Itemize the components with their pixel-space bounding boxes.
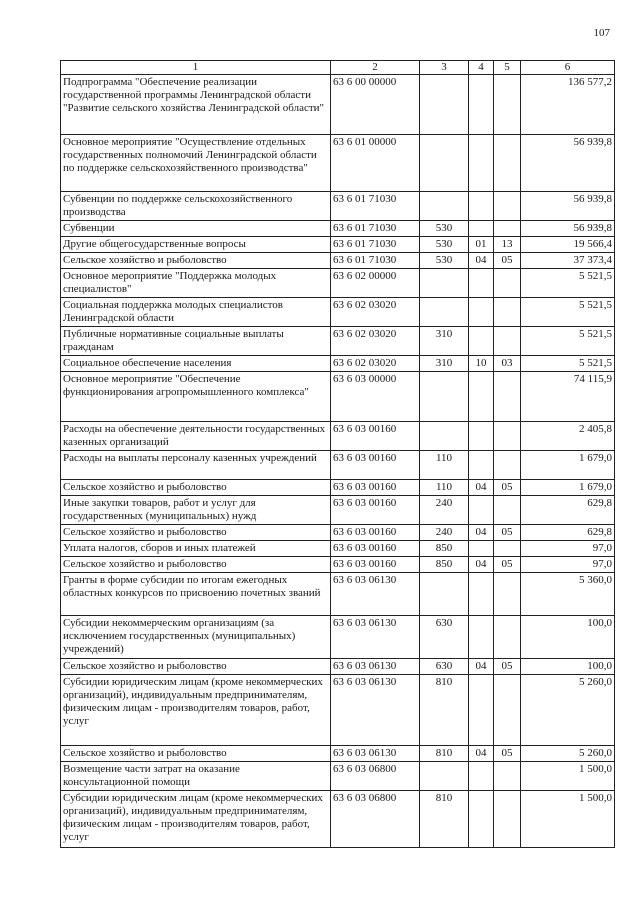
cell-expense-type: 110: [420, 480, 469, 496]
table-row: [61, 557, 615, 573]
cell-name: Расходы на обеспечение деятельности государственных казенных организаций: [61, 422, 331, 451]
cell-section: [469, 451, 494, 480]
cell-name: Подпрограмма "Обеспечение реализации государственной программы Ленинградской области "Развитие сельского хозяйства Ленинградской области": [61, 75, 331, 135]
cell-section: [469, 496, 494, 525]
cell-name: Субсидии некоммерческим организациям (за исключением государственных (муниципальных) учреждений): [61, 616, 331, 659]
cell-section: [469, 541, 494, 557]
cell-section: [469, 616, 494, 659]
cell-name: Субсидии юридическим лицам (кроме некоммерческих организаций), индивидуальным предпринимателям, физическим лицам - производителям товаров, работ, услуг: [61, 675, 331, 746]
table-row: [61, 791, 615, 848]
cell-expense-type: 240: [420, 525, 469, 541]
cell-section: [469, 422, 494, 451]
cell-name: Сельское хозяйство и рыболовство: [61, 253, 331, 269]
cell-subsection: [494, 451, 521, 480]
cell-section: [469, 75, 494, 135]
cell-amount: 19 566,4: [521, 237, 615, 253]
cell-target-code: 63 6 03 06800: [331, 762, 420, 791]
table-row: [61, 372, 615, 422]
budget-table: [60, 60, 615, 848]
cell-expense-type: 310: [420, 327, 469, 356]
cell-subsection: 05: [494, 659, 521, 675]
cell-amount: 5 521,5: [521, 356, 615, 372]
cell-target-code: 63 6 03 00160: [331, 525, 420, 541]
table-row: [61, 573, 615, 616]
cell-target-code: 63 6 01 00000: [331, 135, 420, 192]
cell-amount: 5 360,0: [521, 573, 615, 616]
table-row: [61, 746, 615, 762]
cell-amount: 1 679,0: [521, 480, 615, 496]
cell-subsection: [494, 541, 521, 557]
cell-expense-type: 810: [420, 746, 469, 762]
cell-expense-type: [420, 269, 469, 298]
cell-subsection: 13: [494, 237, 521, 253]
cell-name: Субвенции: [61, 221, 331, 237]
table-row: [61, 253, 615, 269]
cell-section: [469, 573, 494, 616]
cell-subsection: [494, 298, 521, 327]
cell-section: 10: [469, 356, 494, 372]
cell-amount: 5 260,0: [521, 675, 615, 746]
cell-amount: 1 500,0: [521, 791, 615, 848]
cell-subsection: [494, 269, 521, 298]
cell-amount: 97,0: [521, 557, 615, 573]
cell-name: Основное мероприятие "Осуществление отдельных государственных полномочий Ленинградской области по поддержке сельскохозяйственного производства": [61, 135, 331, 192]
table-header-row: [61, 61, 615, 75]
cell-target-code: 63 6 03 00160: [331, 557, 420, 573]
cell-subsection: [494, 573, 521, 616]
table-row: [61, 525, 615, 541]
cell-name: Публичные нормативные социальные выплаты гражданам: [61, 327, 331, 356]
table-row: [61, 451, 615, 480]
cell-name: Сельское хозяйство и рыболовство: [61, 525, 331, 541]
cell-section: [469, 135, 494, 192]
cell-name: Основное мероприятие "Поддержка молодых специалистов": [61, 269, 331, 298]
cell-name: Гранты в форме субсидии по итогам ежегодных областных конкурсов по присвоению почетных званий: [61, 573, 331, 616]
cell-name: Расходы на выплаты персоналу казенных учреждений: [61, 451, 331, 480]
page-number: 107: [593, 27, 610, 39]
cell-amount: 2 405,8: [521, 422, 615, 451]
table-row: [61, 659, 615, 675]
cell-section: 01: [469, 237, 494, 253]
cell-name: Сельское хозяйство и рыболовство: [61, 557, 331, 573]
cell-expense-type: [420, 192, 469, 221]
cell-name: Уплата налогов, сборов и иных платежей: [61, 541, 331, 557]
table-row: [61, 496, 615, 525]
cell-expense-type: [420, 372, 469, 422]
cell-amount: 1 500,0: [521, 762, 615, 791]
cell-target-code: 63 6 03 06130: [331, 573, 420, 616]
table-row: [61, 480, 615, 496]
cell-amount: 56 939,8: [521, 135, 615, 192]
cell-target-code: 63 6 01 71030: [331, 221, 420, 237]
cell-target-code: 63 6 03 06130: [331, 659, 420, 675]
cell-expense-type: [420, 573, 469, 616]
cell-target-code: 63 6 03 00160: [331, 480, 420, 496]
cell-target-code: 63 6 02 03020: [331, 356, 420, 372]
cell-subsection: [494, 372, 521, 422]
cell-expense-type: 810: [420, 675, 469, 746]
cell-subsection: 05: [494, 525, 521, 541]
cell-expense-type: 630: [420, 616, 469, 659]
cell-subsection: 05: [494, 557, 521, 573]
cell-name: Субвенции по поддержке сельскохозяйственного производства: [61, 192, 331, 221]
cell-target-code: 63 6 03 06800: [331, 791, 420, 848]
table-row: [61, 269, 615, 298]
table-row: [61, 762, 615, 791]
table-row: [61, 75, 615, 135]
cell-target-code: 63 6 03 00160: [331, 451, 420, 480]
cell-section: [469, 372, 494, 422]
cell-section: 04: [469, 557, 494, 573]
table-row: [61, 675, 615, 746]
cell-expense-type: 850: [420, 541, 469, 557]
cell-section: [469, 269, 494, 298]
cell-subsection: [494, 327, 521, 356]
cell-target-code: 63 6 03 00160: [331, 496, 420, 525]
cell-section: [469, 762, 494, 791]
table-row: [61, 221, 615, 237]
cell-target-code: 63 6 03 06130: [331, 746, 420, 762]
cell-name: Другие общегосударственные вопросы: [61, 237, 331, 253]
cell-expense-type: [420, 298, 469, 327]
cell-name: Основное мероприятие "Обеспечение функционирования агропромышленного комплекса": [61, 372, 331, 422]
cell-subsection: [494, 496, 521, 525]
cell-expense-type: [420, 75, 469, 135]
column-header: 3: [420, 61, 469, 75]
cell-section: [469, 298, 494, 327]
cell-amount: 629,8: [521, 525, 615, 541]
cell-amount: 100,0: [521, 659, 615, 675]
cell-subsection: [494, 616, 521, 659]
cell-subsection: 05: [494, 253, 521, 269]
cell-target-code: 63 6 03 06130: [331, 675, 420, 746]
cell-subsection: [494, 762, 521, 791]
cell-subsection: 05: [494, 480, 521, 496]
table-row: [61, 135, 615, 192]
cell-section: 04: [469, 525, 494, 541]
cell-subsection: [494, 791, 521, 848]
cell-section: 04: [469, 253, 494, 269]
cell-amount: 5 521,5: [521, 269, 615, 298]
cell-amount: 629,8: [521, 496, 615, 525]
cell-expense-type: 240: [420, 496, 469, 525]
cell-subsection: 05: [494, 746, 521, 762]
cell-section: [469, 791, 494, 848]
cell-amount: 5 521,5: [521, 327, 615, 356]
cell-target-code: 63 6 02 00000: [331, 269, 420, 298]
table-row: [61, 541, 615, 557]
cell-subsection: [494, 75, 521, 135]
cell-expense-type: 110: [420, 451, 469, 480]
cell-section: [469, 675, 494, 746]
cell-section: [469, 327, 494, 356]
cell-expense-type: 810: [420, 791, 469, 848]
cell-name: Социальное обеспечение населения: [61, 356, 331, 372]
column-header: 6: [521, 61, 615, 75]
cell-target-code: 63 6 02 03020: [331, 327, 420, 356]
cell-target-code: 63 6 00 00000: [331, 75, 420, 135]
cell-name: Сельское хозяйство и рыболовство: [61, 480, 331, 496]
cell-subsection: [494, 221, 521, 237]
cell-expense-type: 530: [420, 221, 469, 237]
cell-amount: 56 939,8: [521, 221, 615, 237]
column-header: 1: [61, 61, 331, 75]
cell-amount: 5 260,0: [521, 746, 615, 762]
cell-expense-type: [420, 422, 469, 451]
cell-subsection: 03: [494, 356, 521, 372]
table-row: [61, 616, 615, 659]
cell-target-code: 63 6 03 00160: [331, 541, 420, 557]
cell-target-code: 63 6 01 71030: [331, 253, 420, 269]
table-row: [61, 237, 615, 253]
cell-name: Социальная поддержка молодых специалистов Ленинградской области: [61, 298, 331, 327]
cell-expense-type: 530: [420, 253, 469, 269]
cell-subsection: [494, 135, 521, 192]
column-header: 4: [469, 61, 494, 75]
cell-section: 04: [469, 746, 494, 762]
cell-amount: 5 521,5: [521, 298, 615, 327]
cell-name: Субсидии юридическим лицам (кроме некоммерческих организаций), индивидуальным предпринимателям, физическим лицам - производителям товаров, работ, услуг: [61, 791, 331, 848]
cell-section: 04: [469, 480, 494, 496]
cell-amount: 37 373,4: [521, 253, 615, 269]
cell-expense-type: 310: [420, 356, 469, 372]
column-header: 2: [331, 61, 420, 75]
cell-expense-type: [420, 135, 469, 192]
cell-expense-type: 850: [420, 557, 469, 573]
cell-amount: 1 679,0: [521, 451, 615, 480]
column-header: 5: [494, 61, 521, 75]
table-body: [61, 75, 615, 848]
table-row: [61, 192, 615, 221]
cell-amount: 100,0: [521, 616, 615, 659]
cell-subsection: [494, 192, 521, 221]
cell-amount: 136 577,2: [521, 75, 615, 135]
cell-target-code: 63 6 03 00160: [331, 422, 420, 451]
cell-section: [469, 221, 494, 237]
cell-target-code: 63 6 02 03020: [331, 298, 420, 327]
cell-name: Сельское хозяйство и рыболовство: [61, 659, 331, 675]
cell-expense-type: [420, 762, 469, 791]
cell-target-code: 63 6 03 06130: [331, 616, 420, 659]
cell-amount: 74 115,9: [521, 372, 615, 422]
cell-name: Иные закупки товаров, работ и услуг для государственных (муниципальных) нужд: [61, 496, 331, 525]
cell-subsection: [494, 422, 521, 451]
cell-name: Сельское хозяйство и рыболовство: [61, 746, 331, 762]
cell-expense-type: 630: [420, 659, 469, 675]
cell-amount: 97,0: [521, 541, 615, 557]
cell-target-code: 63 6 01 71030: [331, 237, 420, 253]
table-row: [61, 356, 615, 372]
cell-amount: 56 939,8: [521, 192, 615, 221]
cell-target-code: 63 6 03 00000: [331, 372, 420, 422]
table-row: [61, 298, 615, 327]
table-row: [61, 422, 615, 451]
cell-name: Возмещение части затрат на оказание консультационной помощи: [61, 762, 331, 791]
cell-target-code: 63 6 01 71030: [331, 192, 420, 221]
cell-subsection: [494, 675, 521, 746]
cell-section: 04: [469, 659, 494, 675]
cell-section: [469, 192, 494, 221]
cell-expense-type: 530: [420, 237, 469, 253]
table-row: [61, 327, 615, 356]
